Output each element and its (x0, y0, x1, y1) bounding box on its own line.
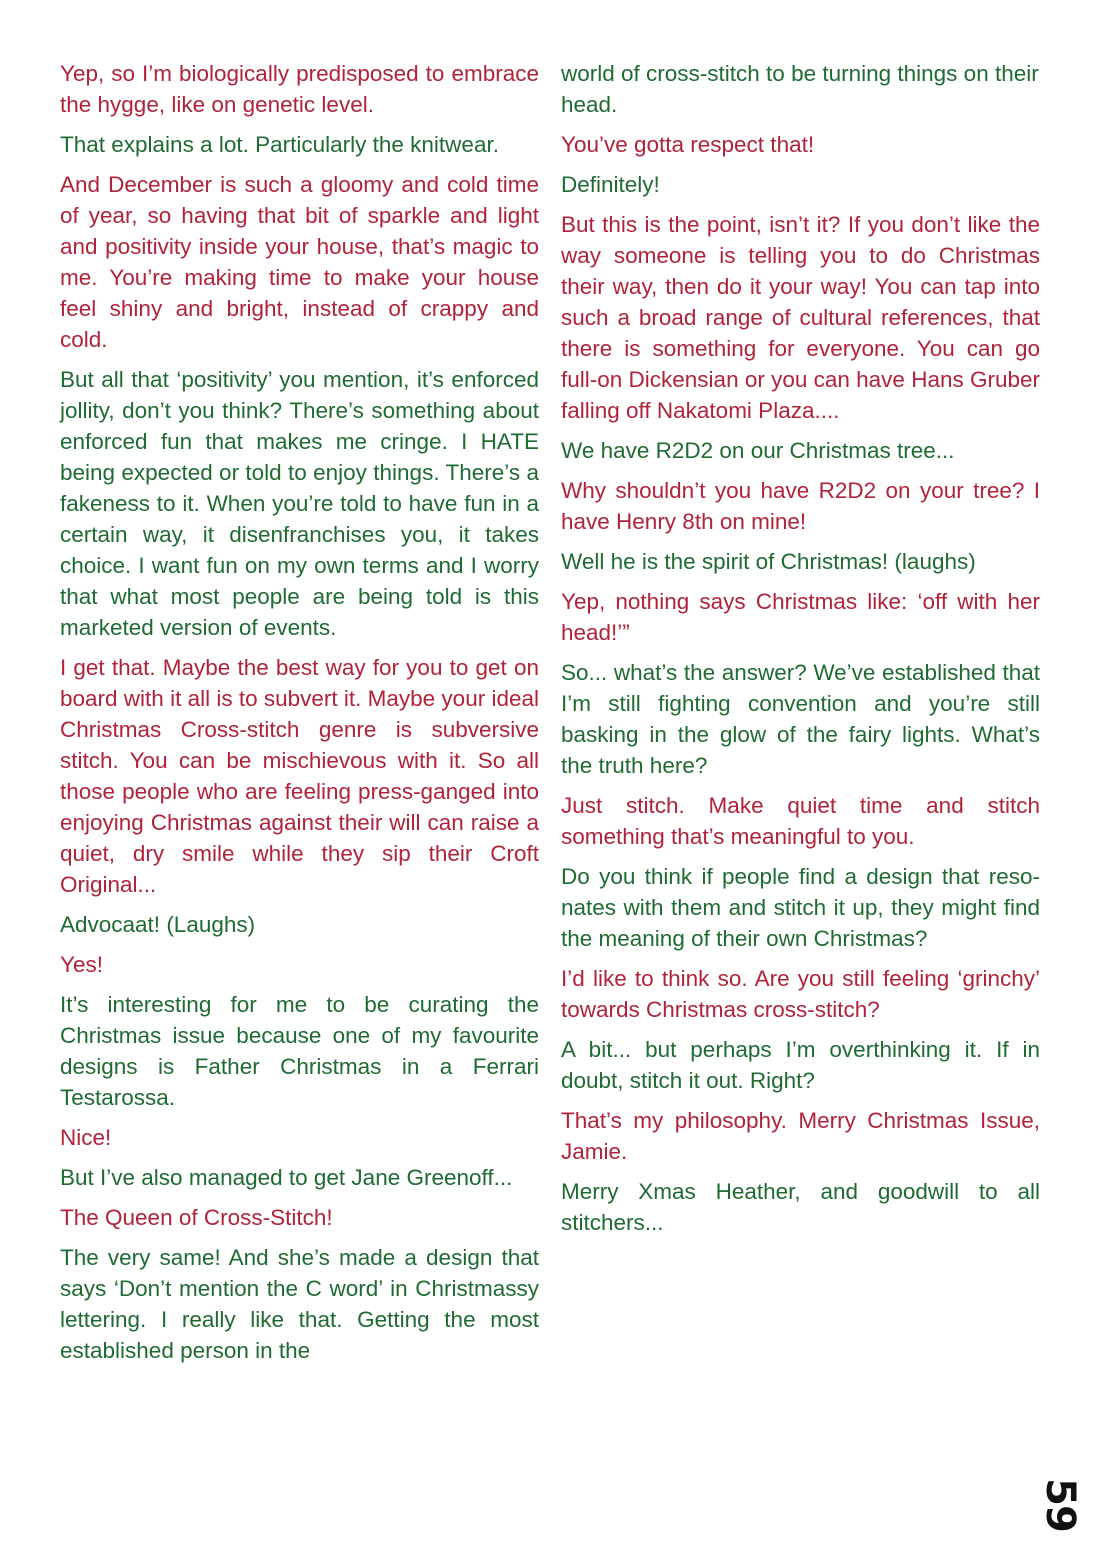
paragraph: You’ve gotta respect that! (561, 132, 815, 157)
paragraph: That’s my philosophy. Merry Christmas Issue, Jamie. (561, 1108, 1040, 1164)
paragraph: But this is the point, isn’t it? If you don’t like the way someone is telling you to do Christmas their way, then do it your way! You can tap into such a broad range of cultural references, that there is something for everyone. You can go full-on Dickensian or you can have Hans Gruber falling off Nakatomi Plaza.... (561, 212, 1040, 423)
paragraph: Yep, nothing says Christmas like: ‘off with her head!’” (561, 589, 1040, 645)
paragraph: But all that ‘positivity’ you mention, it’s enforced jollity, don’t you think? There’s something about enforced fun that makes me cringe. I HATE being expected or told to enjoy things. There’s a fakeness to it. When you’re told to have fun in a certain way, it disenfranchises you, it takes choice. I want fun on my own terms and I worry that what most people are being told is this marketed version of events. (60, 367, 539, 640)
paragraph: And December is such a gloomy and cold time of year, so having that bit of sparkle and light and positivity inside your house, that’s magic to me. You’re making time to make your house feel shiny and bright, instead of crappy and cold. (60, 172, 539, 352)
left-column (60, 58, 539, 1375)
paragraph: So... what’s the answer? We’ve established that I’m still fighting convention and you’re still basking in the glow of the fairy lights. What’s the truth here? (561, 660, 1040, 778)
paragraph: I’d like to think so. Are you still feeling ‘grinchy’ towards Christmas cross-stitch? (561, 966, 1040, 1022)
paragraph: It’s interesting for me to be curating the Christmas issue because one of my favourite designs is Father Christmas in a Ferrari Testarossa. (60, 992, 539, 1110)
paragraph: The Queen of Cross-Stitch! (60, 1205, 333, 1230)
paragraph: world of cross-stitch to be turning things on their head. (561, 61, 1039, 117)
paragraph: Yes! (60, 952, 103, 977)
paragraph: Well he is the spirit of Christmas! (laughs) (561, 549, 976, 574)
paragraph: Advocaat! (Laughs) (60, 912, 256, 937)
paragraph: Why shouldn’t you have R2D2 on your tree? I have Henry 8th on mine! (561, 478, 1040, 534)
paragraph: Nice! (60, 1125, 112, 1150)
paragraph: Yep, so I’m biologically predisposed to embrace the hygge, like on genetic level. (60, 61, 539, 117)
right-column (561, 58, 1040, 1247)
paragraph: That explains a lot. Particularly the knitwear. (60, 132, 499, 157)
paragraph: Merry Xmas Heather, and goodwill to all stitchers... (561, 1179, 1040, 1235)
page-number-text: 59 (1037, 1478, 1084, 1532)
paragraph: Do you think if people find a design that resonates with them and stitch it up, they might find the meaning of their own Christmas? (561, 864, 1040, 951)
paragraph: Just stitch. Make quiet time and stitch something that’s meaningful to you. (561, 793, 1040, 849)
paragraph: We have R2D2 on our Christmas tree... (561, 438, 955, 463)
paragraph: Definitely! (561, 172, 660, 197)
page-number (1037, 1470, 1084, 1540)
paragraph: The very same! And she’s made a design that says ‘Don’t mention the C word’ in Christmassy lettering. I really like that. Getting the most established person in the (60, 1245, 539, 1363)
paragraph: But I’ve also managed to get Jane Greenoff... (60, 1165, 513, 1190)
paragraph: I get that. Maybe the best way for you to get on board with it all is to subvert it. Maybe your ideal Christmas Cross-stitch genre is subversive stitch. You can be mischievous with it. So all those people who are feeling press-ganged into enjoying Christmas against their will can raise a quiet, dry smile while they sip their Croft Original... (60, 655, 539, 897)
paragraph: A bit... but perhaps I’m overthinking it. If in doubt, stitch it out. Right? (561, 1037, 1040, 1093)
